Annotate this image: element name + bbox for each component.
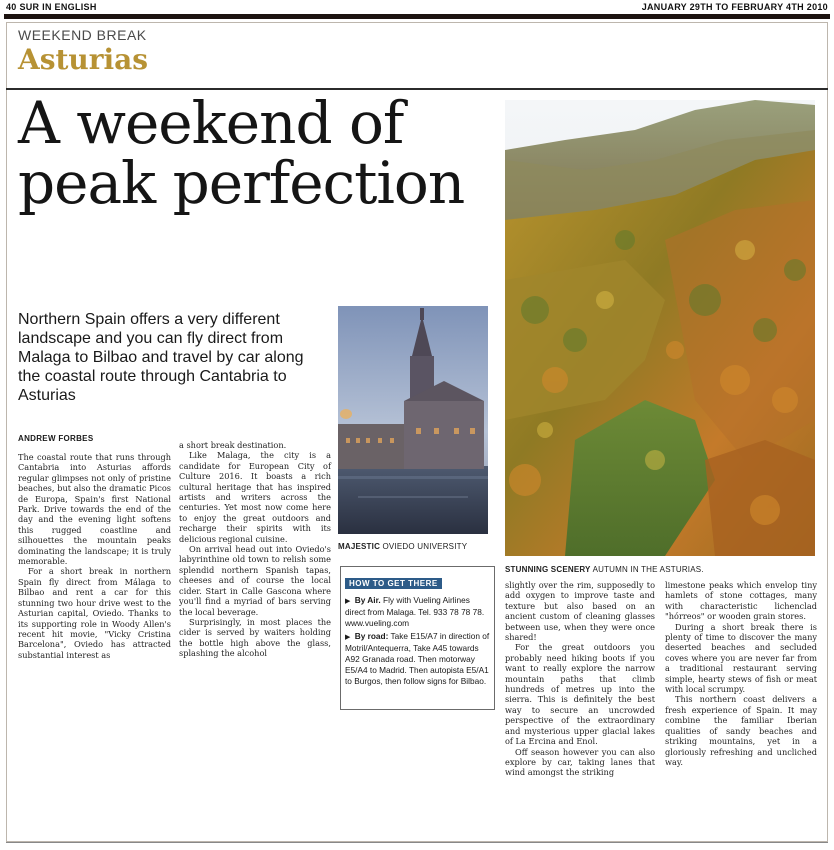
arrow-icon: ▶ — [345, 634, 351, 641]
paragraph: Like Malaga, the city is a candidate for European City of Culture 2016. It boasts a rich cultural heritage that has inspired artists and writers across the centuries. Yet most now come here to enjoy the great outdoors and recharge their spirits with its delicious regional cuisine. — [179, 450, 331, 544]
bottom-rule — [6, 842, 828, 843]
body-column-4 — [505, 580, 655, 832]
paragraph: This northern coast delivers a fresh experience of Spain. It may combine the familiar Iberian qualities of sandy beaches and striking mountains, yet in a gloriously refreshing and uncliched way. — [665, 694, 817, 767]
body-column-5 — [665, 580, 817, 832]
body-column-1 — [18, 452, 171, 714]
caption-label: MAJESTIC — [338, 542, 381, 551]
paragraph: On arrival head out into Oviedo's labyrinthine old town to relish some splendid northern Spanish tapas, cheeses and of course the local cider. Start in Calle Gascona where you'll find a myriad of bars serving the local beverage. — [179, 544, 331, 617]
travel-item-text: Take E15/A7 in direction of Motril/Antequerra, Take A45 towards A92 Granada road. Then motorway E5/A4 to Madrid. Then autopista E5/A1 to Burgos, then follow signs for Bilbao. — [345, 631, 490, 686]
travel-item-air — [345, 595, 490, 629]
travel-item-text: Fly with Vueling Airlines direct from Malaga. Tel. 933 78 78 78. www.vueling.com — [345, 595, 485, 628]
paragraph: Off season however you can also explore by car, taking lanes that wind amongst the striking — [505, 746, 655, 778]
travel-item-road — [345, 631, 490, 687]
oviedo-university-photo — [338, 306, 488, 534]
paragraph: Surprisingly, in most places the cider is served by waiters holding the bottle high above the glass, splashing the alcohol — [179, 616, 331, 659]
section-header — [18, 27, 148, 75]
paragraph: a short break destination. — [179, 440, 287, 450]
issue-date: JANUARY 29TH TO FEBRUARY 4TH 2010 — [641, 2, 828, 12]
paragraph: For a short break in northern Spain fly direct from Málaga to Bilbao and rent a car for this stunning two hour drive west to the Asturian capital, Oviedo. Thanks to its supporting role in Woody Allen's recent hit movie, "Vicky Cristina Barcelona", Oviedo has attracted substantial interest as — [18, 566, 171, 660]
headline-line-1: A weekend of — [18, 89, 404, 157]
top-rule — [4, 14, 830, 19]
asturias-caption — [505, 565, 704, 574]
paragraph: For the great outdoors you probably need hiking boots if you want to really explore the narrow mountain paths that climb hundreds of metres up into the sierra. This is definitely the best way to secure an uncrowded perspective of the extraordinary and mysterious upper glacial lakes of La Ercina and Enol. — [505, 642, 655, 747]
headline-line-2: peak perfection — [18, 149, 465, 217]
oviedo-caption — [338, 542, 467, 551]
travel-item-label: By road: — [354, 631, 389, 641]
paragraph: slightly over the rim, supposedly to add oxygen to improve taste and texture but also based on an ancient custom of cleaning glasses between use, when they were once shared! — [505, 580, 655, 643]
body-column-2 — [179, 440, 331, 716]
folio-left — [6, 2, 97, 12]
section-kicker: WEEKEND BREAK — [18, 27, 147, 43]
paragraph: The coastal route that runs through Cantabria into Asturias affords regular glimpses not only of pristine beaches, but also the dramatic Picos de Europa, Spain's first National Park. Drive towards the end of the day and the evening light softens this rugged coastline and silhouettes the mountain peaks dominating the landscape; it is truly memorable. — [18, 452, 171, 567]
standfirst: Northern Spain offers a very different landscape and you can fly direct from Malaga to Bilbao and travel by car along the coastal route through Cantabria to Asturias — [18, 311, 304, 404]
paragraph: During a short break there is plenty of time to discover the many deserted beaches and secluded coves where you are never far from a traditional restaurant serving simple, hearty stews of fish or meat with local scrumpy. — [665, 621, 817, 695]
byline: ANDREW FORBES — [18, 434, 94, 443]
page-number: 40 — [6, 2, 17, 12]
arrow-icon: ▶ — [345, 598, 351, 605]
caption-text: AUTUMN IN THE ASTURIAS. — [592, 565, 704, 574]
asturias-landscape-photo — [505, 100, 815, 556]
caption-label: STUNNING SCENERY — [505, 565, 591, 574]
travel-item-label: By Air. — [354, 595, 381, 605]
how-to-get-there-box — [340, 566, 495, 710]
box-heading: HOW TO GET THERE — [345, 578, 442, 589]
caption-text: OVIEDO UNIVERSITY — [382, 542, 468, 551]
headline — [18, 89, 498, 217]
section-region: Asturias — [18, 43, 149, 76]
folio-bar — [4, 0, 830, 14]
paragraph: limestone peaks which envelop tiny hamlets of stone cottages, many with characteristic lichenclad "hórreos" or wooden grain stores. — [665, 580, 817, 622]
publication-name: SUR IN ENGLISH — [19, 2, 97, 12]
